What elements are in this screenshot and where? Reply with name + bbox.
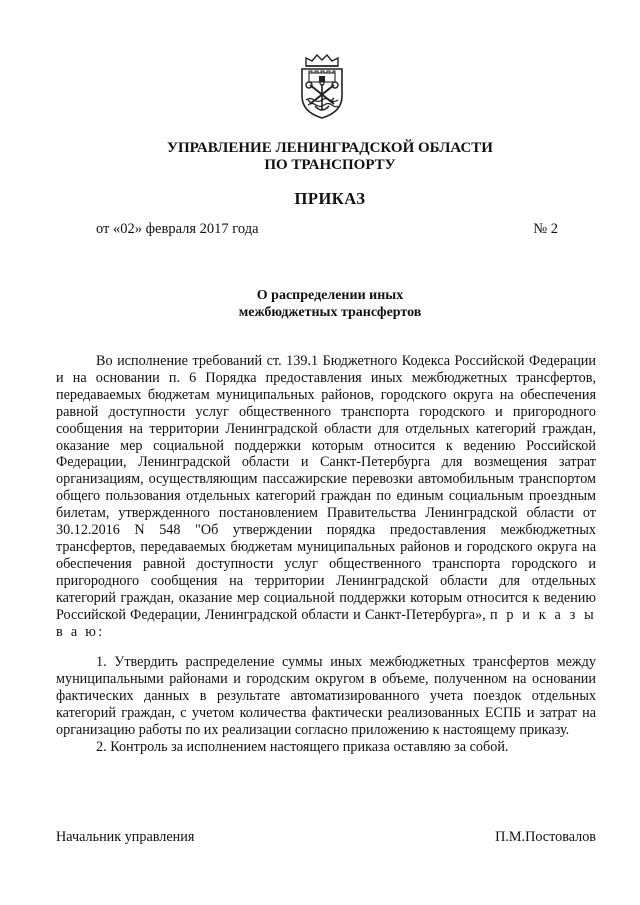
document-number: № 2 <box>533 221 558 237</box>
coat-of-arms-icon <box>296 52 348 120</box>
signatory-position: Начальник управления <box>56 829 195 845</box>
organization-line-2: ПО ТРАНСПОРТУ <box>264 157 396 173</box>
document-subject <box>60 287 600 321</box>
organization-line-1: УПРАВЛЕНИЕ ЛЕНИНГРАДСКОЙ ОБЛАСТИ <box>167 140 493 156</box>
preamble-text: Во исполнение требований ст. 139.1 Бюджетного Кодекса Российской Федерации и на основании п. 6 Порядка предоставления иных межбюджетных трансфертов, передаваемых бюджетам муниципальных районов, городского округа на обеспечения равной доступности услуг общественного транспорта городского и пригородного сообщения на территории Ленинградской области для отдельных категорий граждан, оказание мер социальной поддержки которым относится к ведению Российской Федерации, Ленинградской области и Санкт-Петербурга для возмещения затрат организациям, осуществляющим пассажирские перевозки автомобильным транспортом общего пользования отдельных категорий граждан по единым социальным проездным билетам, утвержденного постановлением Правительства Ленинградской области от 30.12.2016 N 548 "Об утверждении порядка предоставления межбюджетных трансфертов, передаваемых бюджетам муниципальных районов и городского округа на обеспечения равной доступности услуг общественного транспорта городского и пригородного сообщения на территории Ленинградской области для отдельных категорий граждан, оказание мер социальной поддержки которым относится к ведению Российской Федерации, Ленинградской области и Санкт-Петербурга», <box>56 353 596 623</box>
order-item-2: 2. Контроль за исполнением настоящего приказа оставляю за собой. <box>96 738 509 755</box>
document-type: ПРИКАЗ <box>294 189 366 208</box>
organization-name <box>60 140 600 174</box>
prikazyvayu-text: п р и к а з ы в а ю: <box>56 606 596 640</box>
preamble-paragraph <box>56 353 596 640</box>
subject-line-2: межбюджетных трансфертов <box>238 305 422 320</box>
subject-line-1: О распределении иных <box>256 288 404 303</box>
document-body <box>56 353 596 756</box>
order-item-1: 1. Утвердить распределение суммы иных межбюджетных трансфертов между муниципальными районами и городским округом в объеме, полученном на основании фактических данных в результате автоматизированного учета поездок отдельных категорий граждан, с учетом количества фактически реализованных ЕСПБ и затрат на организацию работы по их реализации согласно приложению к настоящему приказу. <box>56 654 596 739</box>
signatory-name: П.М.Постовалов <box>495 829 596 845</box>
document-date: от «02» февраля 2017 года <box>96 221 259 237</box>
